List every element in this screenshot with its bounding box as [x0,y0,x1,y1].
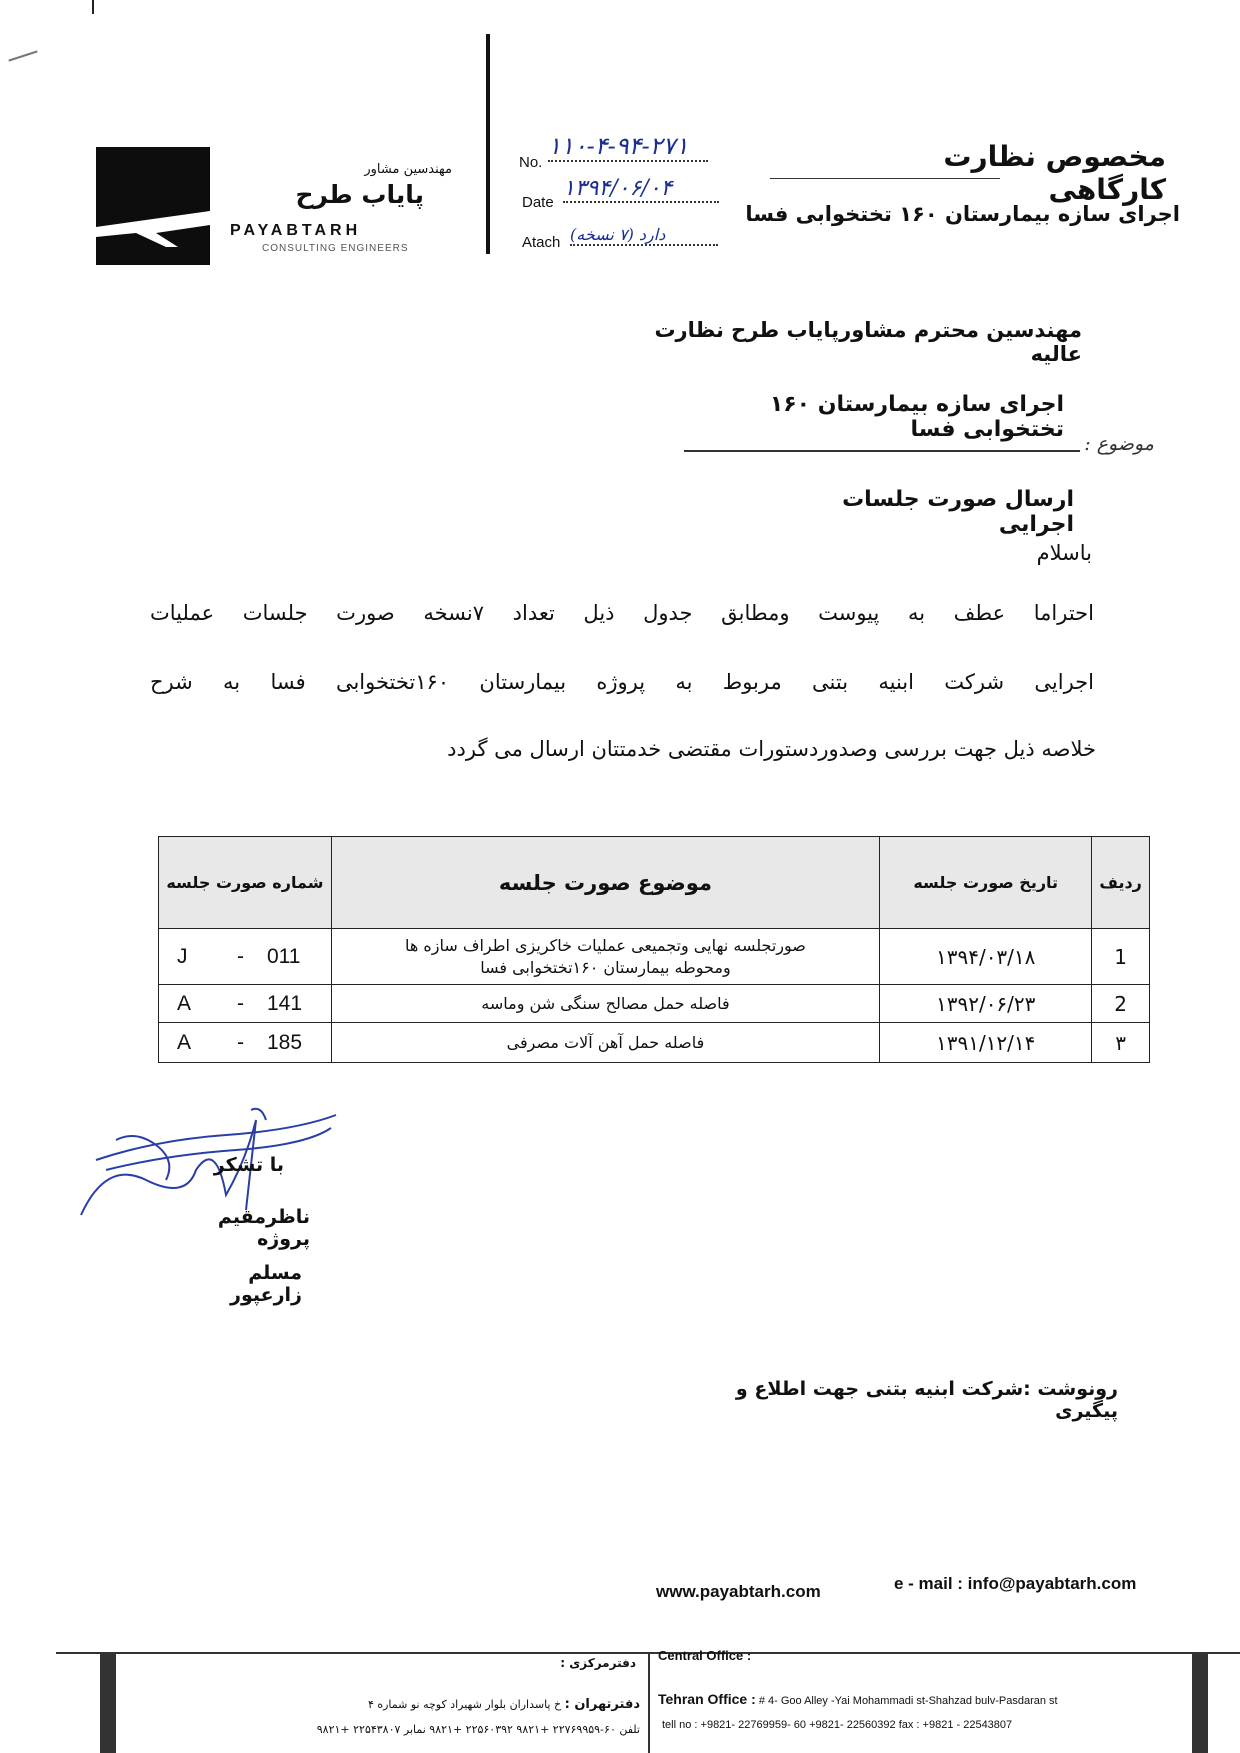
letter-number: ۱۱۰-۴-۹۴-۲۷۱ [548,132,708,162]
central-office-label-en: Central Office : [658,1648,752,1663]
header-row-no: ردیف [1092,837,1150,929]
tehran-phones-fa: تلفن ۶۰-۲۲۷۶۹۹۵۹ +۹۸۲۱ ۲۲۵۶۰۳۹۲ +۹۸۲۱ نمابر ۲۲۵۴۳۸۰۷ +۹۸۲۱ [316,1723,640,1736]
table-row [159,985,1150,1023]
company-logo [96,147,210,265]
row-no: ۳ [1092,1023,1150,1063]
company-tagline: CONSULTING ENGINEERS [262,243,409,254]
company-name-fa: پایاب طرح [295,180,424,209]
row-series: A [177,991,192,1015]
row-number [159,985,332,1023]
row-topic [331,1023,879,1063]
number-label: No. [519,154,543,171]
company-name-small-fa: مهندسین مشاور [364,162,452,177]
minutes-table [158,836,1150,1063]
header-number: شماره صورت جلسه [159,837,332,929]
attachment-label: Atach [522,234,561,251]
tehran-phones-en: tell no : +9821- 22769959- 60 +9821- 22560392 fax : +9821 - 22543807 [662,1719,1013,1731]
footer-divider [648,1654,650,1753]
project-name: اجرای سازه بیمارستان ۱۶۰ تختخوابی فسا [769,392,1064,442]
row-date: ۱۳۹۲/۰۶/۲۳ [880,985,1092,1023]
row-topic-line-1: صورتجلسه نهایی وتجمیعی عملیات خاکریزی اطراف سازه ها [405,935,806,955]
footer-bar-right [1192,1654,1208,1753]
row-dash: - [237,991,244,1015]
tehran-office-label-en: Tehran Office : [658,1691,756,1707]
tehran-office-address-en [658,1691,1190,1707]
scan-mark [8,50,37,61]
row-topic-line-1: فاصله حمل آهن آلات مصرفی [506,1033,705,1052]
header-topic: موضوع صورت جلسه [331,837,879,929]
subject: ارسال صورت جلسات اجرایی [842,487,1074,537]
tehran-office-text-en: # 4- Goo Alley -Yai Mohammadi st-Shahzad bulv-Pasdaran st [758,1695,1058,1707]
row-number-value: 011 [267,944,301,968]
row-topic [331,929,879,985]
row-topic-line-2: ومحوطه بیمارستان ۱۶۰تختخوابی فسا [480,957,731,977]
row-number [159,929,332,985]
site-supervision-title: مخصوص نظارت کارگاهی [943,140,1166,206]
row-series: A [177,1030,192,1054]
row-dash: - [237,1030,244,1054]
row-no: 2 [1092,985,1150,1023]
header-date: تاریخ صورت جلسه [880,837,1092,929]
company-name-latin: PAYABTARH [230,222,362,239]
row-number-value: 185 [267,1030,303,1054]
row-topic [331,985,879,1023]
tehran-office-label-fa: دفترتهران : [564,1697,640,1712]
tehran-office-text-fa: خ پاسداران بلوار شهیراد کوچه نو شماره ۴ [367,1698,562,1711]
date-label: Date [522,194,554,211]
closing-thanks: با تشکر [213,1154,284,1176]
row-number-value: 141 [267,991,303,1015]
recipient: مهندسین محترم مشاورپایاب طرح نظارت عالیه [654,318,1082,366]
email-link[interactable]: e - mail : info@payabtarh.com [894,1574,1137,1593]
body-line-2: اجرایی شرکت ابنیه بتنی مربوط به پروژه بیمارستان ۱۶۰تختخوابی فسا به شرح [150,670,1094,694]
carbon-copy: رونوشت :شرکت ابنیه بتنی جهت اطلاع و پیگیری [735,1378,1118,1422]
table-header-row [159,837,1150,929]
letter-date: ۱۳۹۴/۰۶/۰۴ [563,176,719,203]
signer-name: مسلم زارعپور [230,1262,302,1306]
greeting: باسلام [1036,541,1092,565]
row-date: ۱۳۹۴/۰۳/۱۸ [880,929,1092,985]
row-topic-line-1: فاصله حمل مصالح سنگی شن وماسه [481,994,730,1013]
site-project-subtitle: اجرای سازه بیمارستان ۱۶۰ تختخوابی فسا [745,202,1180,226]
footer-bar-left [100,1654,116,1753]
central-office-label-fa: دفترمرکزی : [560,1656,636,1670]
table-row [159,1023,1150,1063]
body-line-3: خلاصه ذیل جهت بررسی وصدوردستورات مقتضی خدمتتان ارسال می گردد [447,737,1096,761]
header-divider [486,34,490,254]
row-dash: - [237,944,244,968]
website-link[interactable]: www.payabtarh.com [656,1582,821,1601]
title-underline [770,178,1000,179]
subject-underline [684,450,1080,452]
scan-mark [92,0,94,14]
attachment-value: دارد (۷ نسخه) [570,225,718,246]
row-no: 1 [1092,929,1150,985]
body-line-1: احتراما عطف به پیوست ومطابق جدول ذیل تعداد ۷نسخه صورت جلسات عملیات [150,601,1094,625]
row-date: ۱۳۹۱/۱۲/۱۴ [880,1023,1092,1063]
table-row [159,929,1150,985]
subject-label: موضوع : [1084,433,1154,455]
signer-role: ناظرمقیم پروژه [217,1206,310,1250]
tehran-office-address-fa [210,1697,640,1712]
row-number [159,1023,332,1063]
row-series: J [177,944,188,968]
